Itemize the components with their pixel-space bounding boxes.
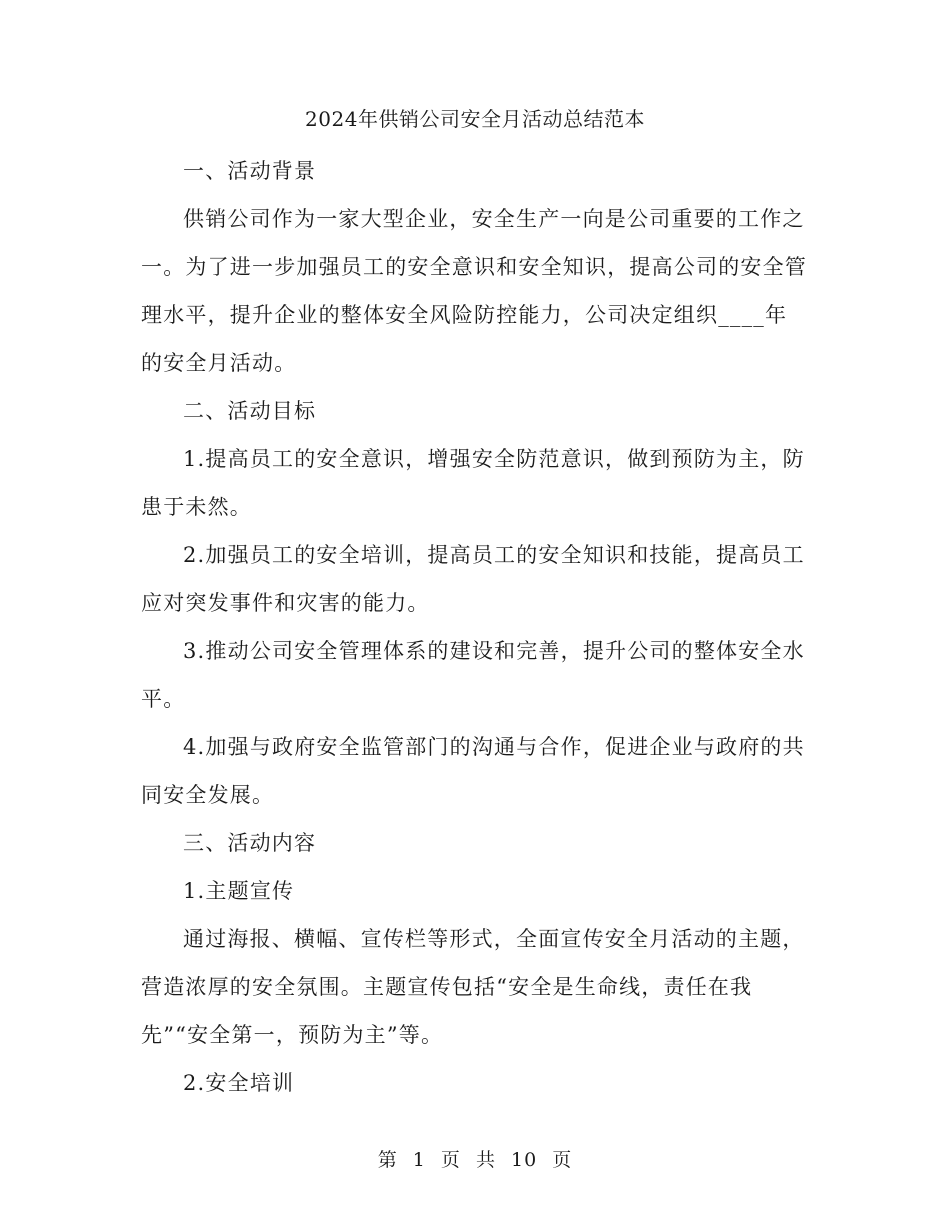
section-heading-content: 三、活动内容 (183, 831, 317, 855)
document-body (141, 147, 809, 1107)
paragraph-theme-promotion: 通过海报、横幅、宣传栏等形式，全面宣传安全月活动的主题，营造浓厚的安全氛围。主题宣传包括“安全是生命线，责任在我先”“安全第一，预防为主”等。 (141, 927, 805, 1047)
goal-item-4: 4.加强与政府安全监管部门的沟通与合作，促进企业与政府的共同安全发展。 (141, 735, 805, 807)
paragraph-background: 供销公司作为一家大型企业，安全生产一向是公司重要的工作之一。为了进一步加强员工的安全意识和安全知识，提高公司的安全管理水平，提升企业的整体安全风险防控能力，公司决定组织____年的安全月活动。 (141, 207, 807, 375)
page-footer: 第 1 页 共 10 页 (377, 1149, 573, 1171)
content-item-2-heading: 2.安全培训 (183, 1071, 295, 1095)
section-heading-goals: 二、活动目标 (183, 399, 317, 423)
content-item-1-heading: 1.主题宣传 (183, 879, 295, 903)
goal-item-3: 3.推动公司安全管理体系的建设和完善，提升公司的整体安全水平。 (141, 639, 805, 711)
goal-item-1: 1.提高员工的安全意识，增强安全防范意识，做到预防为主，防患于未然。 (141, 447, 805, 519)
section-heading-background: 一、活动背景 (183, 159, 317, 183)
goal-item-2: 2.加强员工的安全培训，提高员工的安全知识和技能，提高员工应对突发事件和灾害的能力。 (141, 543, 805, 615)
document-title: 2024年供销公司安全月活动总结范本 (305, 107, 645, 131)
